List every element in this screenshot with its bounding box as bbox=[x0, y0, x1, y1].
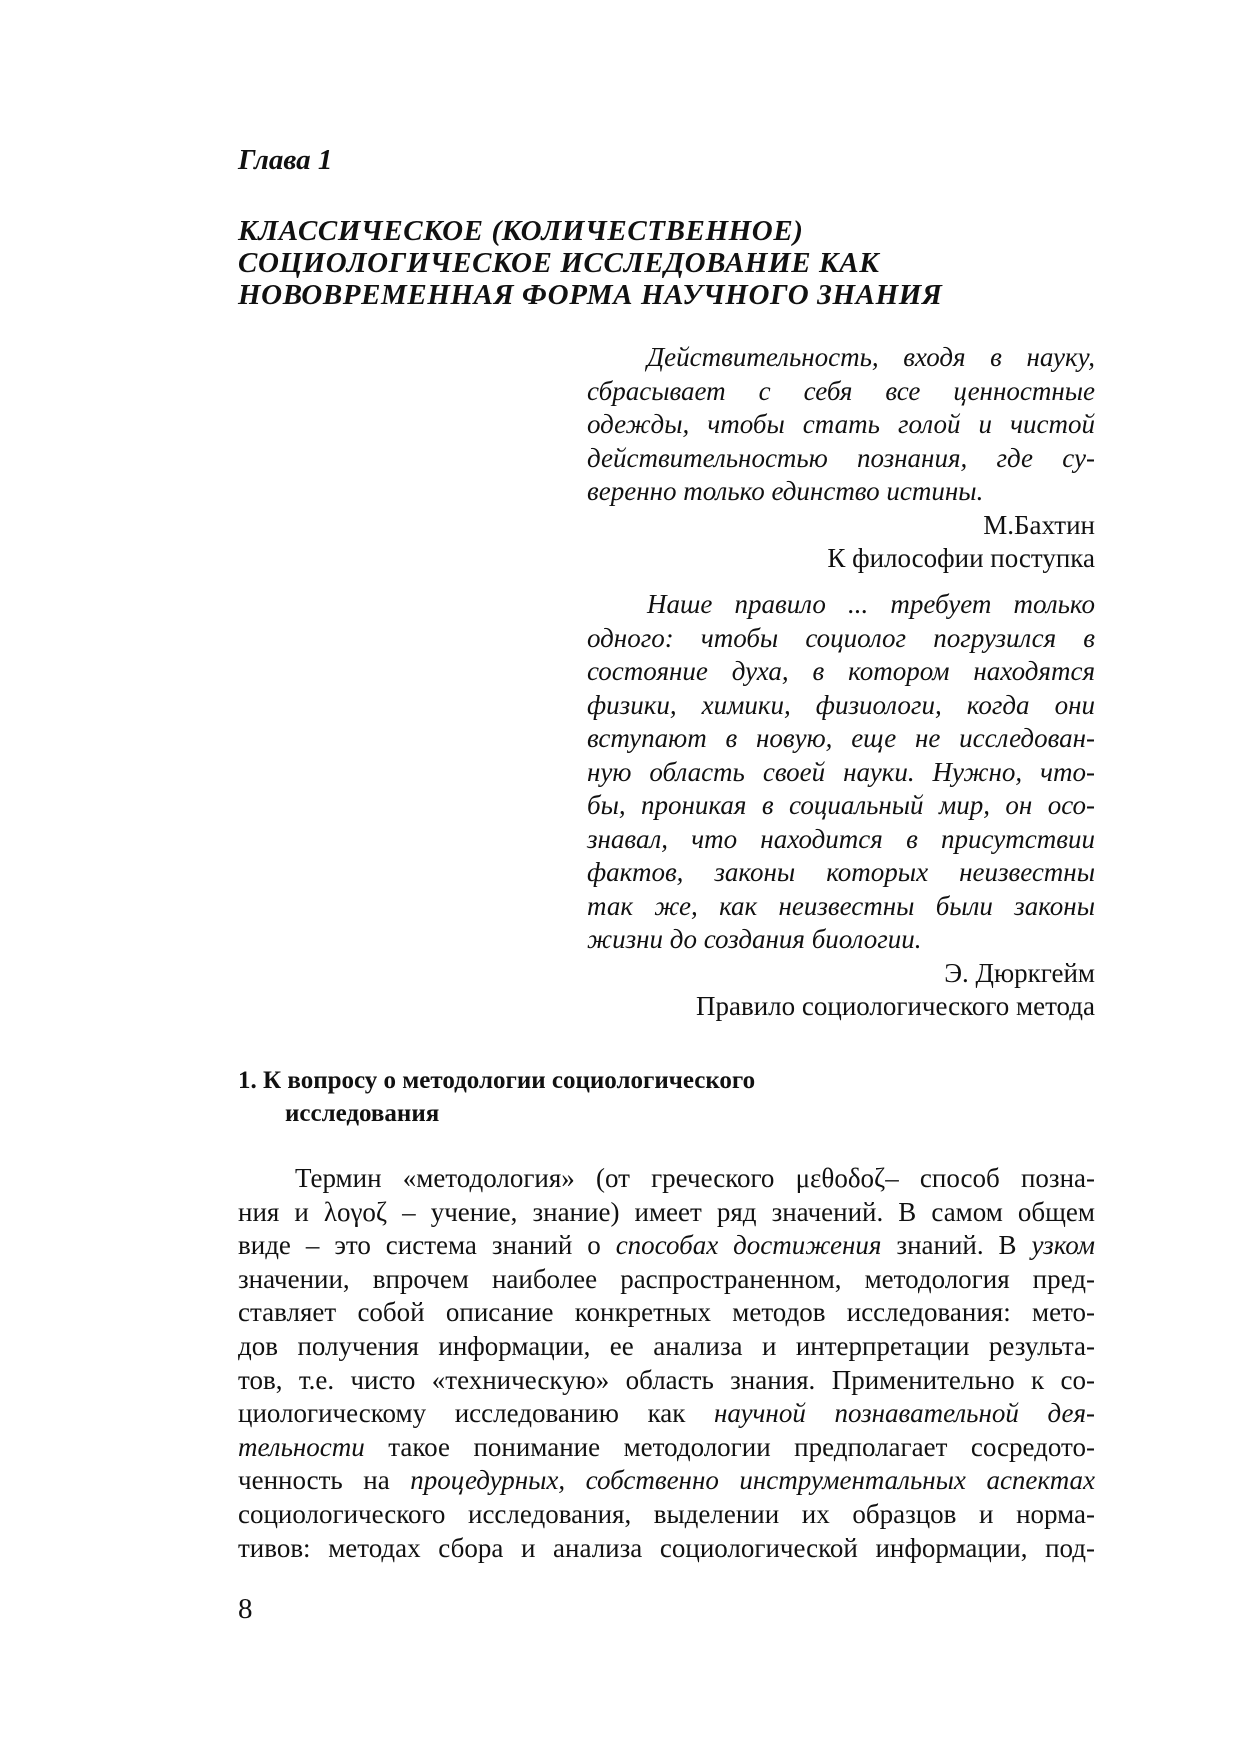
text-run: знаний. В bbox=[881, 1230, 1032, 1261]
body-line: ния и λογοζ – учение, знание) имеет ряд значений. В самом общем bbox=[238, 1196, 1095, 1227]
epigraph-source: К философии поступка bbox=[827, 543, 1095, 573]
epigraph-line: одежды, чтобы стать голой и чистой bbox=[587, 409, 1095, 439]
epigraph-line: веренно только единство истины. bbox=[587, 476, 984, 506]
epigraph-line: ную область своей науки. Нужно, что- bbox=[587, 756, 1095, 787]
section-heading bbox=[238, 1064, 755, 1130]
epigraph-line: так же, как неизвестны были законы bbox=[587, 890, 1095, 921]
emphasis: узком bbox=[1031, 1230, 1095, 1261]
epigraph-durkheim bbox=[587, 588, 1095, 1024]
body-line: Термин «методология» (от греческого μεθοδοζ– способ позна- bbox=[295, 1163, 1095, 1193]
epigraph-line: физики, химики, физиологи, когда они bbox=[587, 689, 1095, 720]
epigraph-line: фактов, законы которых неизвестны bbox=[587, 857, 1095, 887]
epigraph-author: М.Бахтин bbox=[983, 509, 1095, 540]
text-run: такое понимание методологии предполагает сосредото- bbox=[364, 1431, 1095, 1462]
chapter-title-line: СОЦИОЛОГИЧЕСКОЕ ИССЛЕДОВАНИЕ КАК bbox=[238, 247, 880, 279]
text-run: циологическому исследованию как bbox=[238, 1398, 715, 1429]
chapter-label: Глава 1 bbox=[238, 144, 333, 176]
body-line bbox=[238, 1464, 1095, 1498]
epigraph-bakhtin bbox=[587, 341, 1095, 576]
chapter-title-line: КЛАССИЧЕСКОЕ (КОЛИЧЕСТВЕННОЕ) bbox=[238, 215, 804, 247]
body-line bbox=[238, 1431, 1095, 1465]
epigraph-line: бы, проникая в социальный мир, он осо- bbox=[587, 790, 1095, 820]
section-heading-line: исследования bbox=[285, 1100, 440, 1127]
body-line bbox=[238, 1397, 1095, 1431]
epigraph-source: Правило социологического метода bbox=[695, 991, 1095, 1021]
epigraph-line: состояние духа, в котором находятся bbox=[587, 656, 1095, 686]
body-line: тов, т.е. чисто «техническую» область знания. Применительно к со- bbox=[238, 1364, 1095, 1395]
epigraph-author: Э. Дюркгейм bbox=[944, 957, 1095, 988]
epigraph-line: знавал, что находится в присутствии bbox=[587, 823, 1095, 854]
epigraph-line: вступают в новую, еще не исследован- bbox=[587, 723, 1095, 753]
body-line: значении, впрочем наиболее распространенном, методология пред- bbox=[238, 1263, 1095, 1294]
emphasis: способах достижения bbox=[615, 1230, 882, 1261]
text-run: ченность на bbox=[238, 1465, 411, 1496]
chapter-title bbox=[238, 215, 1118, 311]
page-number: 8 bbox=[238, 1593, 253, 1625]
body-line: тивов: методах сбора и анализа социологической информации, под- bbox=[238, 1532, 1095, 1563]
emphasis: тельности bbox=[238, 1431, 365, 1462]
chapter-title-line: НОВОВРЕМЕННАЯ ФОРМА НАУЧНОГО ЗНАНИЯ bbox=[238, 279, 943, 311]
emphasis: научной познавательной дея- bbox=[714, 1398, 1096, 1429]
body-line bbox=[238, 1229, 1095, 1263]
epigraph-line: сбрасывает с себя все ценностные bbox=[587, 375, 1095, 406]
section-heading-line: 1. К вопросу о методологии социологического bbox=[238, 1067, 756, 1094]
body-line: дов получения информации, ее анализа и интерпретации результа- bbox=[238, 1330, 1095, 1361]
epigraph-line: одного: чтобы социолог погрузился в bbox=[587, 622, 1095, 653]
body-line: социологического исследования, выделении их образцов и норма- bbox=[238, 1498, 1095, 1529]
body-paragraph bbox=[238, 1162, 1095, 1565]
epigraph-line: Действительность, входя в науку, bbox=[647, 342, 1095, 372]
text-run: виде – это система знаний о bbox=[238, 1230, 616, 1261]
epigraph-line: действительностью познания, где су- bbox=[587, 442, 1095, 473]
emphasis: процедурных, собственно инструментальных аспектах bbox=[410, 1465, 1096, 1496]
body-line: ставляет собой описание конкретных методов исследования: мето- bbox=[238, 1297, 1095, 1328]
epigraph-line: жизни до создания биологии. bbox=[587, 924, 922, 954]
epigraph-line: Наше правило ... требует только bbox=[647, 589, 1095, 619]
